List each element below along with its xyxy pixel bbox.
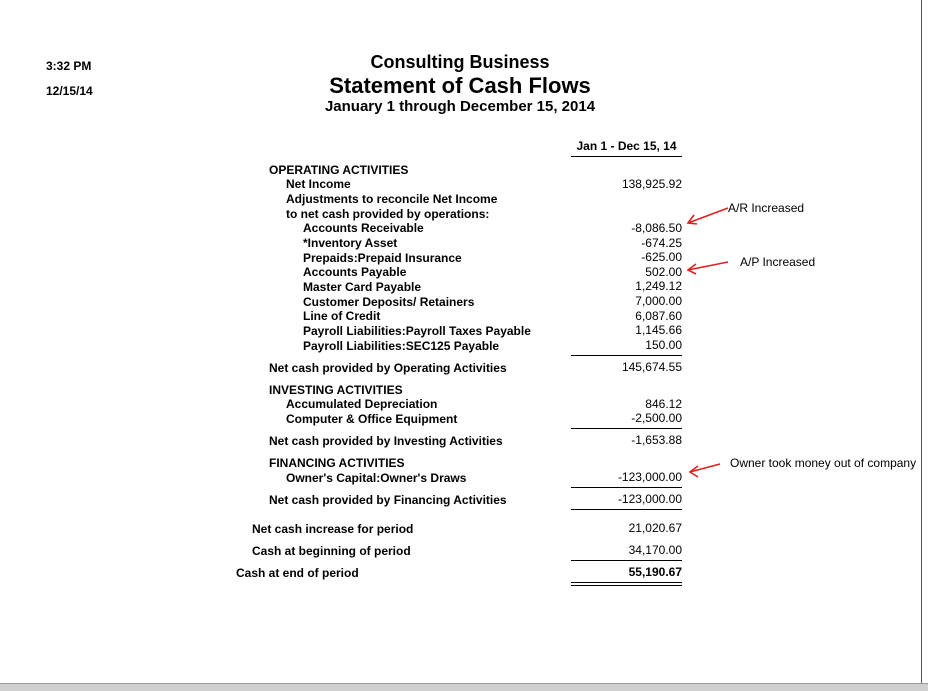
double-underline-bottom: [571, 585, 682, 586]
inv-row-label: Computer & Office Equipment: [286, 412, 458, 426]
net-increase-amount: 21,020.67: [628, 521, 682, 535]
ap-arrow-icon: [684, 258, 734, 276]
cash-beginning-label: Cash at beginning of period: [252, 544, 411, 558]
op-row-amount: 7,000.00: [635, 294, 682, 308]
op-row-label: Payroll Liabilities:Payroll Taxes Payable: [303, 324, 531, 338]
owner-draw-note: Owner took money out of company: [730, 456, 917, 470]
financing-total-label: Net cash provided by Financing Activities: [269, 493, 507, 507]
op-row-amount: 1,249.12: [635, 279, 682, 293]
adjustments-line-1: Adjustments to reconcile Net Income: [286, 192, 498, 206]
op-row-label: Customer Deposits/ Retainers: [303, 295, 475, 309]
op-row-amount: 1,145.66: [635, 323, 682, 337]
op-row-label: Prepaids:Prepaid Insurance: [303, 251, 462, 265]
operating-total-label: Net cash provided by Operating Activities: [269, 361, 507, 375]
op-row-label: Accounts Receivable: [303, 221, 424, 235]
net-income-amount: 138,925.92: [621, 177, 682, 191]
op-row-amount: -674.25: [641, 236, 682, 250]
op-row-label: Master Card Payable: [303, 280, 422, 294]
report-title: Statement of Cash Flows: [329, 73, 591, 98]
cash-end-amount: 55,190.67: [628, 565, 682, 579]
inv-row-label: Accumulated Depreciation: [286, 397, 438, 411]
financing-total-amount: -123,000.00: [617, 492, 682, 506]
op-row-amount: -8,086.50: [631, 221, 682, 235]
op-row-amount: 150.00: [645, 338, 682, 352]
report-time: 3:32 PM: [46, 59, 92, 73]
summary-subtotal-line: [571, 560, 682, 561]
operating-total-amount: 145,674.55: [621, 360, 682, 374]
fin-row-label: Owner's Capital:Owner's Draws: [286, 471, 467, 485]
op-row-label: *Inventory Asset: [303, 236, 398, 250]
cash-end-label: Cash at end of period: [236, 566, 359, 580]
op-row-label: Line of Credit: [303, 309, 381, 323]
page-right-edge: [921, 0, 922, 683]
report-date: 12/15/14: [46, 84, 93, 98]
ar-increased-note: A/R Increased: [728, 201, 805, 215]
report-period: January 1 through December 15, 2014: [324, 98, 596, 115]
op-row-amount: 6,087.60: [635, 309, 682, 323]
fin-row-amount: -123,000.00: [617, 470, 682, 484]
owner-draw-arrow-icon: [686, 461, 726, 479]
operating-subtotal-line: [571, 355, 682, 356]
cash-beginning-amount: 34,170.00: [628, 543, 682, 557]
ar-arrow-icon: [684, 205, 734, 227]
investing-total-label: Net cash provided by Investing Activities: [269, 434, 503, 448]
op-row-label: Accounts Payable: [303, 265, 407, 279]
column-header: Jan 1 - Dec 15, 14: [576, 139, 677, 153]
operating-heading: OPERATING ACTIVITIES: [269, 163, 409, 177]
financing-heading: FINANCING ACTIVITIES: [269, 456, 405, 470]
inv-row-amount: -2,500.00: [631, 411, 682, 425]
investing-subtotal-line: [571, 428, 682, 429]
company-name: Consulting Business: [370, 52, 550, 72]
net-increase-label: Net cash increase for period: [252, 522, 414, 536]
financing-subtotal-line: [571, 487, 682, 488]
investing-heading: INVESTING ACTIVITIES: [269, 383, 403, 397]
investing-total-amount: -1,653.88: [631, 433, 682, 447]
double-underline-top: [571, 582, 682, 583]
ap-increased-note: A/P Increased: [740, 255, 816, 269]
adjustments-line-2: to net cash provided by operations:: [286, 207, 490, 221]
inv-row-amount: 846.12: [645, 397, 682, 411]
op-row-label: Payroll Liabilities:SEC125 Payable: [303, 339, 500, 353]
op-row-amount: 502.00: [645, 265, 682, 279]
net-income-label: Net Income: [286, 177, 351, 191]
op-row-amount: -625.00: [641, 250, 682, 264]
column-header-underline: [571, 156, 682, 157]
financing-total-line: [571, 509, 682, 510]
